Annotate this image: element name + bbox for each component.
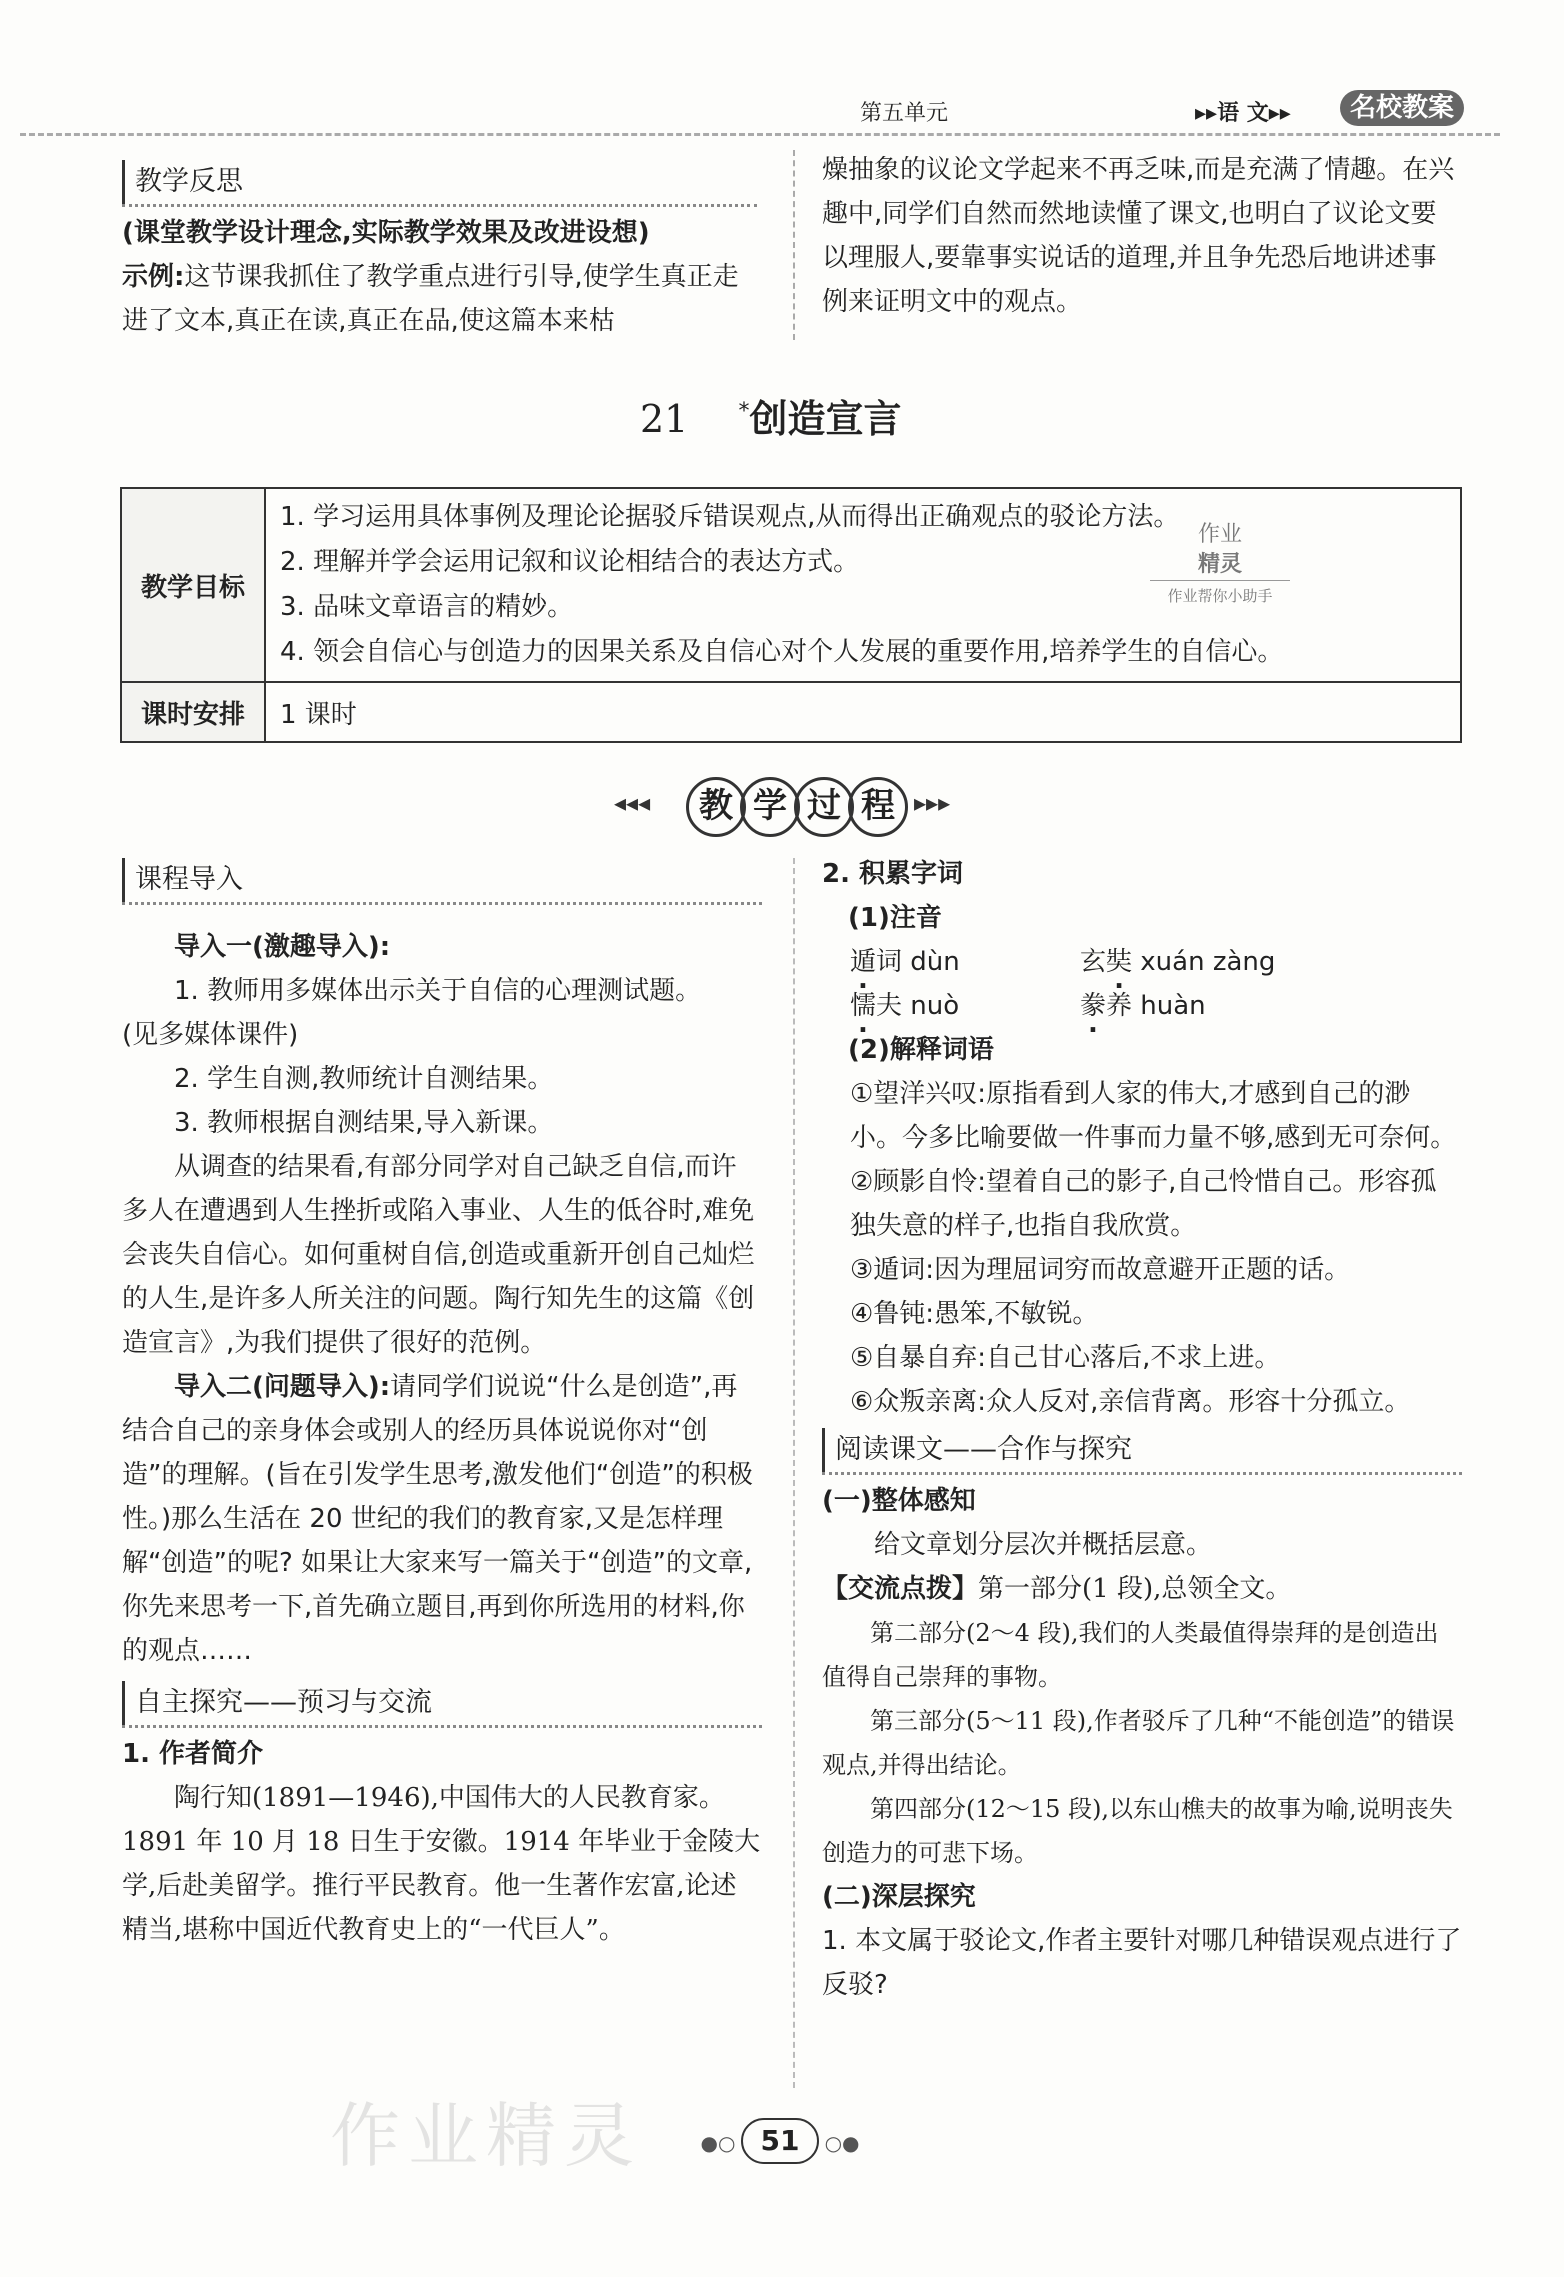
lesson-star: * <box>738 399 750 425</box>
explain-label: (2)解释词语 <box>848 1035 994 1065</box>
pron-item <box>1080 940 1275 984</box>
vocab-item: ①望洋兴叹:原指看到人家的伟大,才感到自己的渺小。今多比喻要做一件事而力量不够,感到无可奈何。 <box>850 1079 1457 1153</box>
intro-step: 1. 教师用多媒体出示关于自信的心理测试题。 <box>174 976 702 1006</box>
part-text: 第一部分(1 段),总领全文。 <box>978 1574 1292 1604</box>
intro2-text: 请同学们说说“什么是创造”,再结合自己的亲身体会或别人的经历具体说说你对“创造”的理解。(旨在引发学生思考,激发他们“创造”的积极性。)那么生活在 20 世纪的我们的教育家,又是怎样理解“创造”的呢? 如果让大家来写一篇关于“创造”的文章,你先来思考一下,首先确立题目,再到你所选用的材料,你的观点…… <box>122 1372 753 1666</box>
pron-item <box>850 984 959 1028</box>
time-value: 1 课时 <box>265 682 1461 742</box>
pron-char: 玄 <box>1080 947 1107 977</box>
self-study-heading: 自主探究——预习与交流 <box>122 1681 762 1725</box>
page-number-value: 51 <box>741 2118 820 2164</box>
pron-char: 养 <box>1106 991 1133 1021</box>
intro-step: 3. 教师根据自测结果,导入新课。 <box>174 1108 554 1138</box>
lesson-number: 21 <box>640 397 689 441</box>
header-brand: 名校教案 <box>1340 90 1464 126</box>
vocab-item: ④鲁钝:愚笨,不敏锐。 <box>850 1299 1099 1329</box>
goal-item: 1. 学习运用具体事例及理论论据驳斥错误观点,从而得出正确观点的驳论方法。 <box>280 502 1180 532</box>
author-text: 陶行知(1891—1946),中国伟大的人民教育家。1891 年 10 月 18 日生于安徽。1914 年毕业于金陵大学,后赴美留学。推行平民教育。他一生著作宏富,论述精当,堪称中国近代教育史上的“一代巨人”。 <box>122 1783 761 1945</box>
reflection-heading: 教学反思 <box>122 160 757 204</box>
pron-char: 词 <box>876 947 903 977</box>
header-rule <box>20 133 1500 136</box>
goal-item: 2. 理解并学会运用记叙和议论相结合的表达方式。 <box>280 547 860 577</box>
intro-heading: 课程导入 <box>122 858 762 902</box>
stamp-line3: 作业帮你小助手 <box>1150 580 1290 611</box>
time-label: 课时安排 <box>121 682 265 742</box>
process-banner <box>614 775 974 835</box>
stamp-line1: 作业 <box>1197 522 1242 547</box>
banner-right-arrows: ▸▸▸ <box>914 789 951 817</box>
vocab-heading: 2. 积累字词 <box>822 859 964 889</box>
vocab-item: ⑥众叛亲离:众人反对,亲信背离。形容十分孤立。 <box>850 1387 1411 1417</box>
intro-paragraph: 从调查的结果看,有部分同学对自己缺乏自信,而许多人在遭遇到人生挫折或陷入事业、人生的低谷时,难免会丧失自信心。如何重树自信,创造或重新开创自己灿烂的人生,是许多人所关注的问题。陶行知先生的这篇《创造宣言》,为我们提供了很好的范例。 <box>122 1152 755 1358</box>
reflection-section <box>122 160 757 343</box>
column-divider <box>793 858 795 2088</box>
pron-pinyin: dùn <box>910 947 960 977</box>
header-unit: 第五单元 <box>860 101 949 126</box>
goal-item: 4. 领会自信心与创造力的因果关系及自信心对个人发展的重要作用,培养学生的自信心。 <box>280 637 1284 667</box>
goals-label: 教学目标 <box>121 488 265 682</box>
stamp-line2: 精灵 <box>1197 552 1242 577</box>
reading-part <box>822 1567 1462 1611</box>
vocab-item: ③遁词:因为理屈词穷而故意避开正题的话。 <box>850 1255 1351 1285</box>
divider <box>122 1725 762 1728</box>
lesson-name: 创造宣言 <box>749 397 902 441</box>
tip-label: 【交流点拨】 <box>822 1574 979 1604</box>
intro2 <box>122 1365 762 1673</box>
pron-char: 奘 <box>1106 947 1133 977</box>
left-column <box>122 858 762 1952</box>
deep-label: (二)深层探究 <box>822 1882 976 1912</box>
watermark: 作业精灵 <box>330 2095 642 2177</box>
reflection-example <box>122 255 757 343</box>
overall-text: 给文章划分层次并概括层意。 <box>874 1530 1213 1560</box>
pron-pinyin: nuò <box>910 991 960 1021</box>
pron-char: 遁 <box>850 947 877 977</box>
right-column <box>822 852 1462 2007</box>
reading-part: 第三部分(5～11 段),作者驳斥了几种“不能创造”的错误观点,并得出结论。 <box>822 1707 1455 1779</box>
reflection-subtitle: (课堂教学设计理念,实际教学效果及改进设想) <box>122 218 650 248</box>
overall-label: (一)整体感知 <box>822 1486 976 1516</box>
reading-heading: 阅读课文——合作与探究 <box>822 1428 1462 1472</box>
pron-grid <box>822 940 1462 1028</box>
banner-char: 教 <box>686 777 746 837</box>
deep-question: 1. 本文属于驳论文,作者主要针对哪几种错误观点进行了反驳? <box>822 1926 1462 2000</box>
pron-item <box>1080 984 1206 1028</box>
pron-pinyin: huàn <box>1140 991 1206 1021</box>
banner-char: 程 <box>848 777 908 837</box>
vocab-item: ⑤自暴自弃:自己甘心落后,不求上进。 <box>850 1343 1281 1373</box>
page-number: ●○ 51 ○● <box>695 2118 865 2168</box>
intro1-label: 导入一(激趣导入): <box>174 932 391 962</box>
pron-char: 懦 <box>850 991 877 1021</box>
banner-char: 学 <box>740 777 800 837</box>
vocab-item: ②顾影自怜:望着自己的影子,自己怜惜自己。形容孤独失意的样子,也指自我欣赏。 <box>850 1167 1437 1241</box>
reflection-continued-text: 燥抽象的议论文学起来不再乏味,而是充满了情趣。在兴趣中,同学们自然而然地读懂了课文,也明白了议论文要以理服人,要靠事实说话的道理,并且争先恐后地讲述事例来证明文中的观点。 <box>822 155 1455 317</box>
pron-pinyin: xuán zàng <box>1140 947 1276 977</box>
header-subject: ▸▸语 文▸▸ <box>1195 101 1291 126</box>
pron-label: (1)注音 <box>848 903 942 933</box>
intro-step: 2. 学生自测,教师统计自测结果。 <box>174 1064 554 1094</box>
pron-item <box>850 940 960 984</box>
reading-part: 第二部分(2～4 段),我们的人类最值得崇拜的是创造出值得自己崇拜的事物。 <box>822 1619 1439 1691</box>
pron-char: 夫 <box>876 991 903 1021</box>
column-divider-top <box>793 150 795 340</box>
author-label: 1. 作者简介 <box>122 1739 264 1769</box>
intro2-label: 导入二(问题导入): <box>174 1372 391 1402</box>
reading-part: 第四部分(12～15 段),以东山樵夫的故事为喻,说明丧失创造力的可悲下场。 <box>822 1795 1453 1867</box>
intro-step: (见多媒体课件) <box>122 1020 299 1050</box>
pron-char: 豢 <box>1080 991 1107 1021</box>
banner-char: 过 <box>794 777 854 837</box>
example-text: 这节课我抓住了教学重点进行引导,使学生真正走进了文本,真正在读,真正在品,使这篇本来枯 <box>122 262 739 336</box>
divider <box>122 204 757 207</box>
example-label: 示例: <box>122 262 185 292</box>
stamp <box>1150 520 1290 630</box>
lesson-title <box>640 388 901 443</box>
goal-item: 3. 品味文章语言的精妙。 <box>280 592 574 622</box>
reflection-continued <box>822 148 1462 324</box>
banner-left-arrows: ◂◂◂ <box>614 789 651 817</box>
divider <box>822 1472 1462 1475</box>
